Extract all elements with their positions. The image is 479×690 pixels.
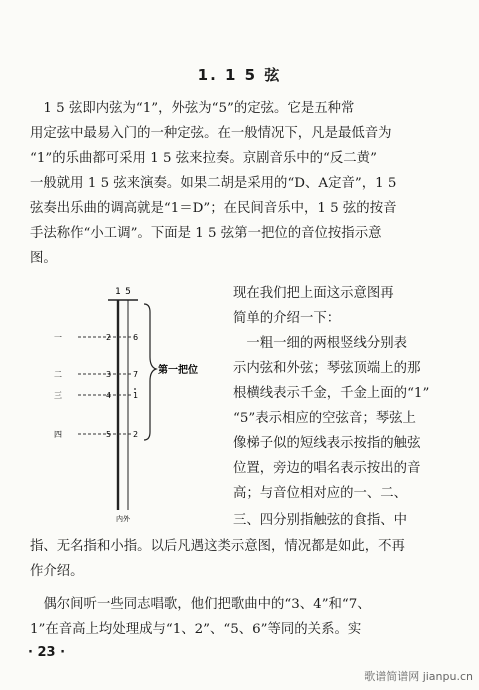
finger-label: 二: [54, 370, 62, 379]
site-watermark: 歌谱简谱网 jianpu.cn: [364, 670, 473, 683]
section-title: 1. 1 5 弦: [197, 66, 282, 84]
finger-rung-4: [54, 430, 138, 439]
open-string-inner: 1: [115, 287, 121, 297]
paragraph-3-line: 偶尔间听一些同志唱歌，他们把歌曲中的“3、4”和“7、: [30, 597, 371, 612]
side-text-line: 像梯子似的短线表示按指的触弦: [233, 436, 421, 451]
finger-rung-3: [54, 388, 138, 400]
side-text-line: 简单的介绍一下：: [233, 311, 341, 326]
paragraph-1-line: 手法称作“小工调”。下面是 1 5 弦第一把位的音位按指示意: [30, 226, 382, 241]
inner-note: 2: [106, 333, 112, 342]
paragraph-1-line: 用定弦中最易入门的一种定弦。在一般情况下，凡是最低音为: [30, 126, 392, 141]
paragraph-1-line: 一般就用 1 5 弦来演奏。如果二胡是采用的“D、A定音”，1 5: [30, 176, 397, 191]
side-text-line: 示内弦和外弦；琴弦顶端上的那: [233, 361, 421, 376]
finger-rung-1: [54, 333, 138, 342]
inner-note: 3: [106, 370, 112, 379]
finger-label: 一: [54, 333, 62, 342]
side-text-line: “5”表示相应的空弦音；琴弦上: [233, 411, 416, 426]
inner-note: 4: [106, 391, 112, 400]
side-text-line: 一粗一细的两根竖线分别表: [233, 336, 408, 351]
page-number: · 23 ·: [28, 645, 66, 660]
paragraph-1-line: 弦奏出乐曲的调高就是“1＝D”；在民间音乐中，1 5 弦的按音: [30, 201, 397, 216]
paragraph-2-line: 三、四分别指触弦的食指、中: [233, 513, 408, 528]
open-string-outer: 5: [125, 287, 131, 297]
inner-note: 5: [106, 430, 112, 439]
finger-position-diagram: [28, 282, 228, 522]
position-label: 第一把位: [158, 365, 198, 376]
paragraph-1-line: 图。: [30, 251, 57, 266]
paragraph-2-line: 作介绍。: [30, 564, 84, 579]
paragraph-2-line: 指、无名指和小指。以后凡遇这类示意图，情况都是如此，不再: [30, 539, 405, 554]
paragraph-1-line: “1”的乐曲都可采用 1 5 弦来拉奏。京剧音乐中的“反二黄”: [30, 151, 377, 166]
bottom-label: 内外: [116, 515, 130, 522]
paragraph-3-line: 1”在音高上均处理成与“1、2”、“5、6”等同的关系。实: [30, 622, 362, 637]
outer-note: 6: [133, 333, 139, 342]
side-text-line: 现在我们把上面这示意图再: [233, 286, 394, 301]
outer-note: 2: [133, 430, 139, 439]
finger-rung-2: [54, 370, 138, 379]
outer-note: 1: [133, 391, 139, 400]
side-text-line: 高；与音位相对应的一、二、: [233, 486, 408, 501]
side-text-line: 位置，旁边的唱名表示按出的音: [233, 461, 421, 476]
outer-note: 7: [133, 370, 139, 379]
paragraph-1-line: 1 5 弦即内弦为“1”，外弦为“5”的定弦。它是五种常: [30, 101, 355, 116]
finger-label: 四: [54, 430, 62, 439]
side-text-line: 根横线表示千金，千金上面的“1”: [233, 386, 430, 401]
position-bracket: [144, 304, 156, 440]
finger-label: 三: [54, 391, 62, 400]
